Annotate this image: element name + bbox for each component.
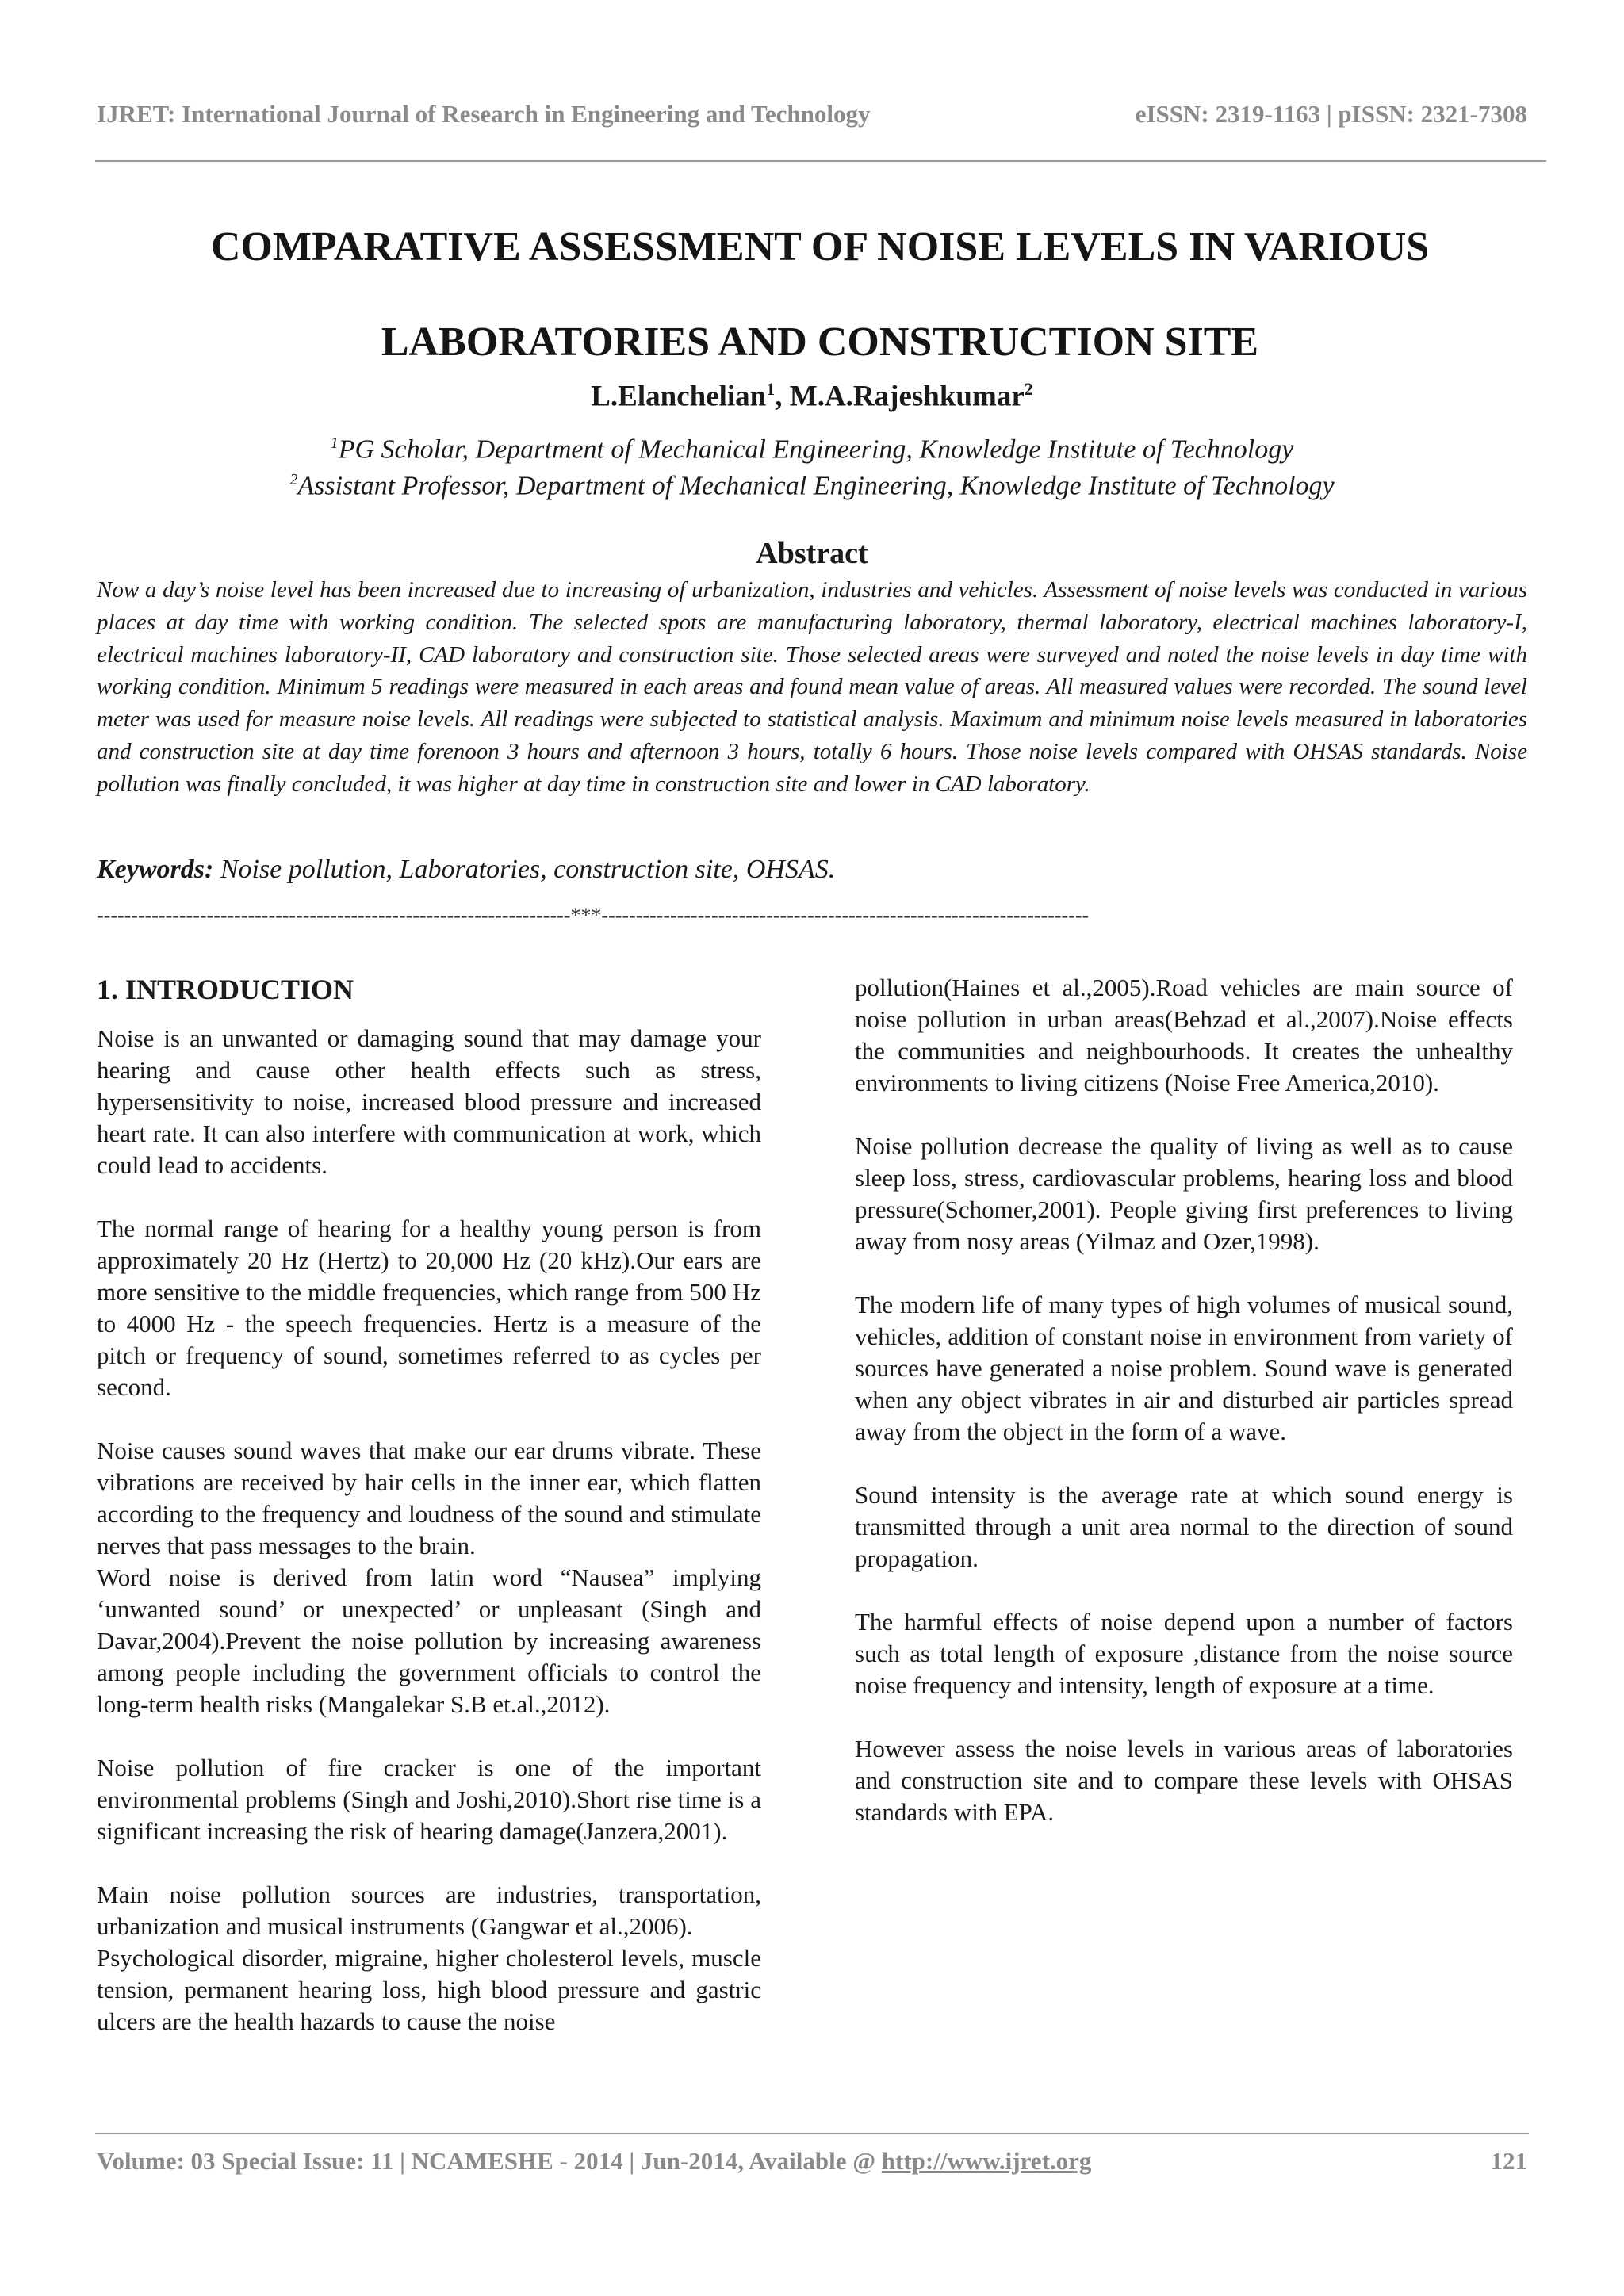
introduction-heading: 1. INTRODUCTION: [97, 974, 354, 1005]
author-2-affil-mark: 2: [1024, 379, 1033, 399]
paragraph: pollution(Haines et al.,2005).Road vehicles are main source of noise pollution in urban areas(Behzad et al.,2007).Noise effects the communities and neighbourhoods. It creates the unhealthy environments to living citizens (Noise Free America,2010).: [855, 974, 1513, 1096]
affiliation-2-mark: 2: [289, 471, 298, 488]
paragraph: Word noise is derived from latin word “Nausea” implying ‘unwanted sound’ or unexpected’ or unpleasant (Singh and Davar,2004).Prevent the noise pollution by increasing awareness among people including the government officials to control the long-term health risks (Mangalekar S.B et.al.,2012).: [97, 1563, 761, 1718]
abstract-body: Now a day’s noise level has been increased due to increasing of urbanization, industries and vehicles. Assessment of noise levels was conducted in various places at day time with working condition. The selected spots are manufacturing laboratory, thermal laboratory, electrical machines laboratory-I, electrical machines laboratory-II, CAD laboratory and construction site. Those selected areas were surveyed and noted the noise levels in day time with working condition. Minimum 5 readings were measured in each areas and found mean value of areas. All measured values were recorded. The sound level meter was used for measure noise levels. All readings were subjected to statistical analysis. Maximum and minimum noise levels measured in laboratories and construction site at day time forenoon 3 hours and afternoon 3 hours, totally 6 hours. Those noise levels compared with OHSAS standards. Noise pollution was finally concluded, it was higher at day time in construction site and lower in CAD laboratory.: [97, 577, 1527, 797]
author-1: L.Elanchelian: [591, 380, 767, 413]
right-column: [855, 972, 1513, 1860]
left-column: [97, 972, 761, 2038]
title-line-1: COMPARATIVE ASSESSMENT OF NOISE LEVELS IN VARIOUS: [210, 224, 1430, 270]
issn-text: eISSN: 2319-1163 | pISSN: 2321-7308: [1135, 100, 1527, 128]
footer-text: Volume: 03 Special Issue: 11 | NCAMESHE - 2014 | Jun-2014, Available @: [97, 2147, 882, 2175]
paragraph: Noise pollution of fire cracker is one of the important environmental problems (Singh and Joshi,2010).Short rise time is a significant increasing the risk of hearing damage(Janzera,2001).: [97, 1754, 761, 1845]
journal-name: IJRET: International Journal of Research in Engineering and Technology: [97, 100, 871, 128]
paragraph: Main noise pollution sources are industries, transportation, urbanization and musical instruments (Gangwar et al.,2006).: [97, 1881, 761, 1940]
paragraph: The normal range of hearing for a healthy young person is from approximately 20 Hz (Hertz) to 20,000 Hz (20 kHz).Our ears are more sensitive to the middle frequencies, which range from 500 Hz to 4000 Hz - the speech frequencies. Hertz is a measure of the pitch or frequency of sound, sometimes referred to as cycles per second.: [97, 1215, 761, 1401]
affiliation-1-text: PG Scholar, Department of Mechanical Engineering, Knowledge Institute of Technology: [338, 434, 1294, 465]
paragraph: Noise is an unwanted or damaging sound that may damage your hearing and cause other health effects such as stress, hypersensitivity to noise, increased blood pressure and increased heart rate. It can also interfere with communication at work, which could lead to accidents.: [97, 1024, 761, 1179]
paragraph: Noise pollution decrease the quality of living as well as to cause sleep loss, stress, cardiovascular problems, hearing loss and blood pressure(Schomer,2001). People giving first preferences to living away from nosy areas (Yilmaz and Ozer,1998).: [855, 1132, 1513, 1255]
author-separator: ,: [775, 380, 790, 413]
affiliation-1: [0, 434, 1624, 465]
keywords-label: Keywords:: [97, 855, 214, 884]
header-divider: [95, 160, 1546, 162]
paragraph: However assess the noise levels in various areas of laboratories and construction site and to compare these levels with OHSAS standards with EPA.: [855, 1735, 1513, 1826]
footer-volume-info: [97, 2147, 1091, 2175]
abstract-heading: Abstract: [756, 537, 868, 570]
keywords-text: Noise pollution, Laboratories, construction site, OHSAS.: [213, 855, 836, 884]
paragraph: Psychological disorder, migraine, higher cholesterol levels, muscle tension, permanent hearing loss, high blood pressure and gastric ulcers are the health hazards to cause the noise: [97, 1944, 761, 2035]
section-separator: ---------------------------------------------------------------------***-----------------------------------------------------------------------: [97, 904, 1090, 927]
paper-title: [95, 200, 1545, 390]
affiliation-2-text: Assistant Professor, Department of Mechanical Engineering, Knowledge Institute of Technology: [297, 471, 1335, 501]
author-2: M.A.Rajeshkumar: [789, 380, 1025, 413]
paragraph: Noise causes sound waves that make our ear drums vibrate. These vibrations are received by hair cells in the inner ear, which flatten according to the frequency and loudness of the sound and stimulate nerves that pass messages to the brain.: [97, 1437, 761, 1559]
paragraph: The harmful effects of noise depend upon a number of factors such as total length of exposure ,distance from the noise source noise frequency and intensity, length of exposure at a time.: [855, 1608, 1513, 1699]
affiliation-1-mark: 1: [330, 434, 339, 452]
affiliation-2: [0, 471, 1624, 501]
page-number: 121: [1490, 2147, 1527, 2175]
author-1-affil-mark: 1: [766, 379, 776, 399]
keywords: [97, 855, 1527, 885]
footer-divider: [95, 2133, 1529, 2134]
paragraph: The modern life of many types of high volumes of musical sound, vehicles, addition of constant noise in environment from variety of sources have generated a noise problem. Sound wave is generated when any object vibrates in air and disturbed air particles spread away from the object in the form of a wave.: [855, 1291, 1513, 1445]
journal-website-link[interactable]: http://www.ijret.org: [881, 2147, 1092, 2175]
running-header: [97, 100, 1527, 128]
title-line-2: LABORATORIES AND CONSTRUCTION SITE: [381, 320, 1259, 365]
running-footer: [97, 2147, 1527, 2175]
paragraph: Sound intensity is the average rate at which sound energy is transmitted through a unit area normal to the direction of sound propagation.: [855, 1481, 1513, 1572]
author-list: [0, 379, 1624, 413]
